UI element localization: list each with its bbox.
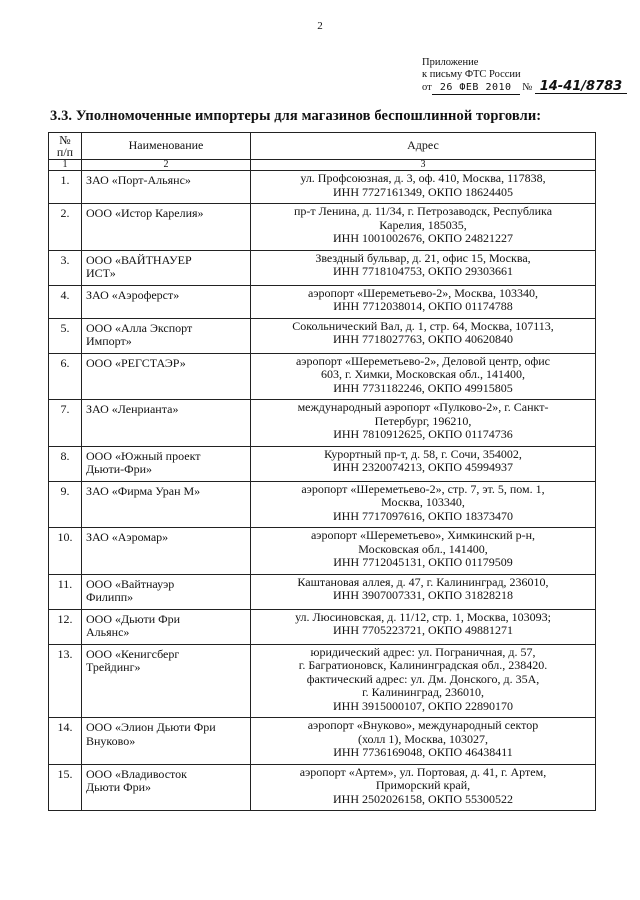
importer-name-cell: ЗАО «Ленрианта»	[82, 400, 251, 447]
annex-from-label: от	[422, 82, 432, 93]
importer-name-cell: ООО «Южный проект Дьюти-Фри»	[82, 446, 251, 481]
table-row	[49, 250, 596, 285]
table-row	[49, 446, 596, 481]
importer-name-cell: ООО «Владивосток Дьюти Фри»	[82, 764, 251, 811]
table-row	[49, 204, 596, 251]
importer-address-cell: аэропорт «Шереметьево-2», Москва, 103340, ИНН 7712038014, ОКПО 01174788	[251, 285, 596, 318]
row-number-cell: 4.	[49, 285, 82, 318]
importer-name-cell: ООО «Элион Дьюти Фри Внуково»	[82, 718, 251, 765]
row-number-cell: 15.	[49, 764, 82, 811]
importer-name-cell: ООО «Истор Карелия»	[82, 204, 251, 251]
row-number-cell: 7.	[49, 400, 82, 447]
row-number-cell: 6.	[49, 353, 82, 400]
row-number-cell: 1.	[49, 171, 82, 204]
importer-name-cell: ЗАО «Аэромар»	[82, 528, 251, 575]
importer-name-cell: ЗАО «Порт-Альянс»	[82, 171, 251, 204]
annex-stamp	[422, 57, 627, 95]
row-number-cell: 8.	[49, 446, 82, 481]
table-row	[49, 318, 596, 353]
row-number-cell: 10.	[49, 528, 82, 575]
row-number-cell: 11.	[49, 574, 82, 609]
importer-address-cell: аэропорт «Шереметьево-2», стр. 7, эт. 5, пом. 1, Москва, 103340, ИНН 7717097616, ОКПО 18373470	[251, 481, 596, 528]
annex-number: 14-41/8783	[535, 81, 627, 94]
table-row	[49, 764, 596, 811]
importer-name-cell: ЗАО «Фирма Уран М»	[82, 481, 251, 528]
row-number-cell: 13.	[49, 644, 82, 718]
importer-address-cell: Сокольнический Вал, д. 1, стр. 64, Москва, 107113, ИНН 7718027763, ОКПО 40620840	[251, 318, 596, 353]
importer-name-cell: ООО «ВАЙТНАУЕР ИСТ»	[82, 250, 251, 285]
row-number-cell: 12.	[49, 609, 82, 644]
table-row	[49, 644, 596, 718]
row-number-cell: 3.	[49, 250, 82, 285]
row-number-cell: 5.	[49, 318, 82, 353]
table-row	[49, 574, 596, 609]
importer-name-cell: ООО «Дьюти Фри Альянс»	[82, 609, 251, 644]
importer-address-cell: пр-т Ленина, д. 11/34, г. Петрозаводск, Республика Карелия, 185035, ИНН 1001002676, ОКПО 24821227	[251, 204, 596, 251]
importer-address-cell: Каштановая аллея, д. 47, г. Калининград, 236010, ИНН 3907007331, ОКПО 31828218	[251, 574, 596, 609]
section-title: 3.3. Уполномоченные импортеры для магазинов беспошлинной торговли:	[50, 108, 542, 124]
importer-address-cell: международный аэропорт «Пулково-2», г. Санкт- Петербург, 196210, ИНН 7810912625, ОКПО 01174736	[251, 400, 596, 447]
importer-address-cell: аэропорт «Артем», ул. Портовая, д. 41, г. Артем, Приморский край, ИНН 2502026158, ОКПО 55300522	[251, 764, 596, 811]
annex-title: Приложение	[422, 57, 479, 68]
importer-name-cell: ООО «РЕГСТАЭР»	[82, 353, 251, 400]
row-number-cell: 14.	[49, 718, 82, 765]
annex-date-number	[422, 81, 627, 95]
importer-address-cell: аэропорт «Шереметьево-2», Деловой центр, офис 603, г. Химки, Московская обл., 141400, ИНН 7731182246, ОКПО 49915805	[251, 353, 596, 400]
table-row	[49, 171, 596, 204]
annex-letter-ref: к письму ФТС России	[422, 69, 521, 80]
column-header-no: № п/п	[49, 133, 82, 160]
importers-table	[48, 132, 596, 811]
importer-name-cell: ООО «Вайтнауэр Филипп»	[82, 574, 251, 609]
importer-address-cell: ул. Люсиновская, д. 11/12, стр. 1, Москва, 103093; ИНН 7705223721, ОКПО 49881271	[251, 609, 596, 644]
annex-date: 26 ФЕВ 2010	[432, 82, 520, 95]
table-row	[49, 400, 596, 447]
table-row	[49, 528, 596, 575]
importer-name-cell: ООО «Алла Экспорт Импорт»	[82, 318, 251, 353]
column-header-name: Наименование	[82, 133, 251, 160]
table-header-row	[49, 133, 596, 160]
importer-name-cell: ЗАО «Аэроферст»	[82, 285, 251, 318]
importer-address-cell: Курортный пр-т, д. 58, г. Сочи, 354002, ИНН 2320074213, ОКПО 45994937	[251, 446, 596, 481]
column-index-3: 3	[251, 160, 596, 171]
table-row	[49, 285, 596, 318]
table-row	[49, 353, 596, 400]
table-row	[49, 481, 596, 528]
column-header-address: Адрес	[251, 133, 596, 160]
column-index-2: 2	[82, 160, 251, 171]
importer-address-cell: Звездный бульвар, д. 21, офис 15, Москва, ИНН 7718104753, ОКПО 29303661	[251, 250, 596, 285]
importer-address-cell: аэропорт «Внуково», международный сектор (холл 1), Москва, 103027, ИНН 7736169048, ОКПО 46438411	[251, 718, 596, 765]
importer-address-cell: аэропорт «Шереметьево», Химкинский р-н, Московская обл., 141400, ИНН 7712045131, ОКПО 01179509	[251, 528, 596, 575]
importer-address-cell: юридический адрес: ул. Пограничная, д. 57, г. Багратионовск, Калининградская обл., 238420. фактический адрес: ул. Дм. Донского, д. 35А, г. Калининград, 236010, ИНН 3915000107, ОКПО 22890170	[251, 644, 596, 718]
importer-address-cell: ул. Профсоюзная, д. 3, оф. 410, Москва, 117838, ИНН 7727161349, ОКПО 18624405	[251, 171, 596, 204]
table-row	[49, 718, 596, 765]
row-number-cell: 9.	[49, 481, 82, 528]
table-row	[49, 609, 596, 644]
page-number: 2	[317, 20, 323, 32]
row-number-cell: 2.	[49, 204, 82, 251]
column-index-1: 1	[49, 160, 82, 171]
importer-name-cell: ООО «Кенигсберг Трейдинг»	[82, 644, 251, 718]
annex-number-label: №	[522, 82, 533, 93]
column-index-row	[49, 160, 596, 171]
